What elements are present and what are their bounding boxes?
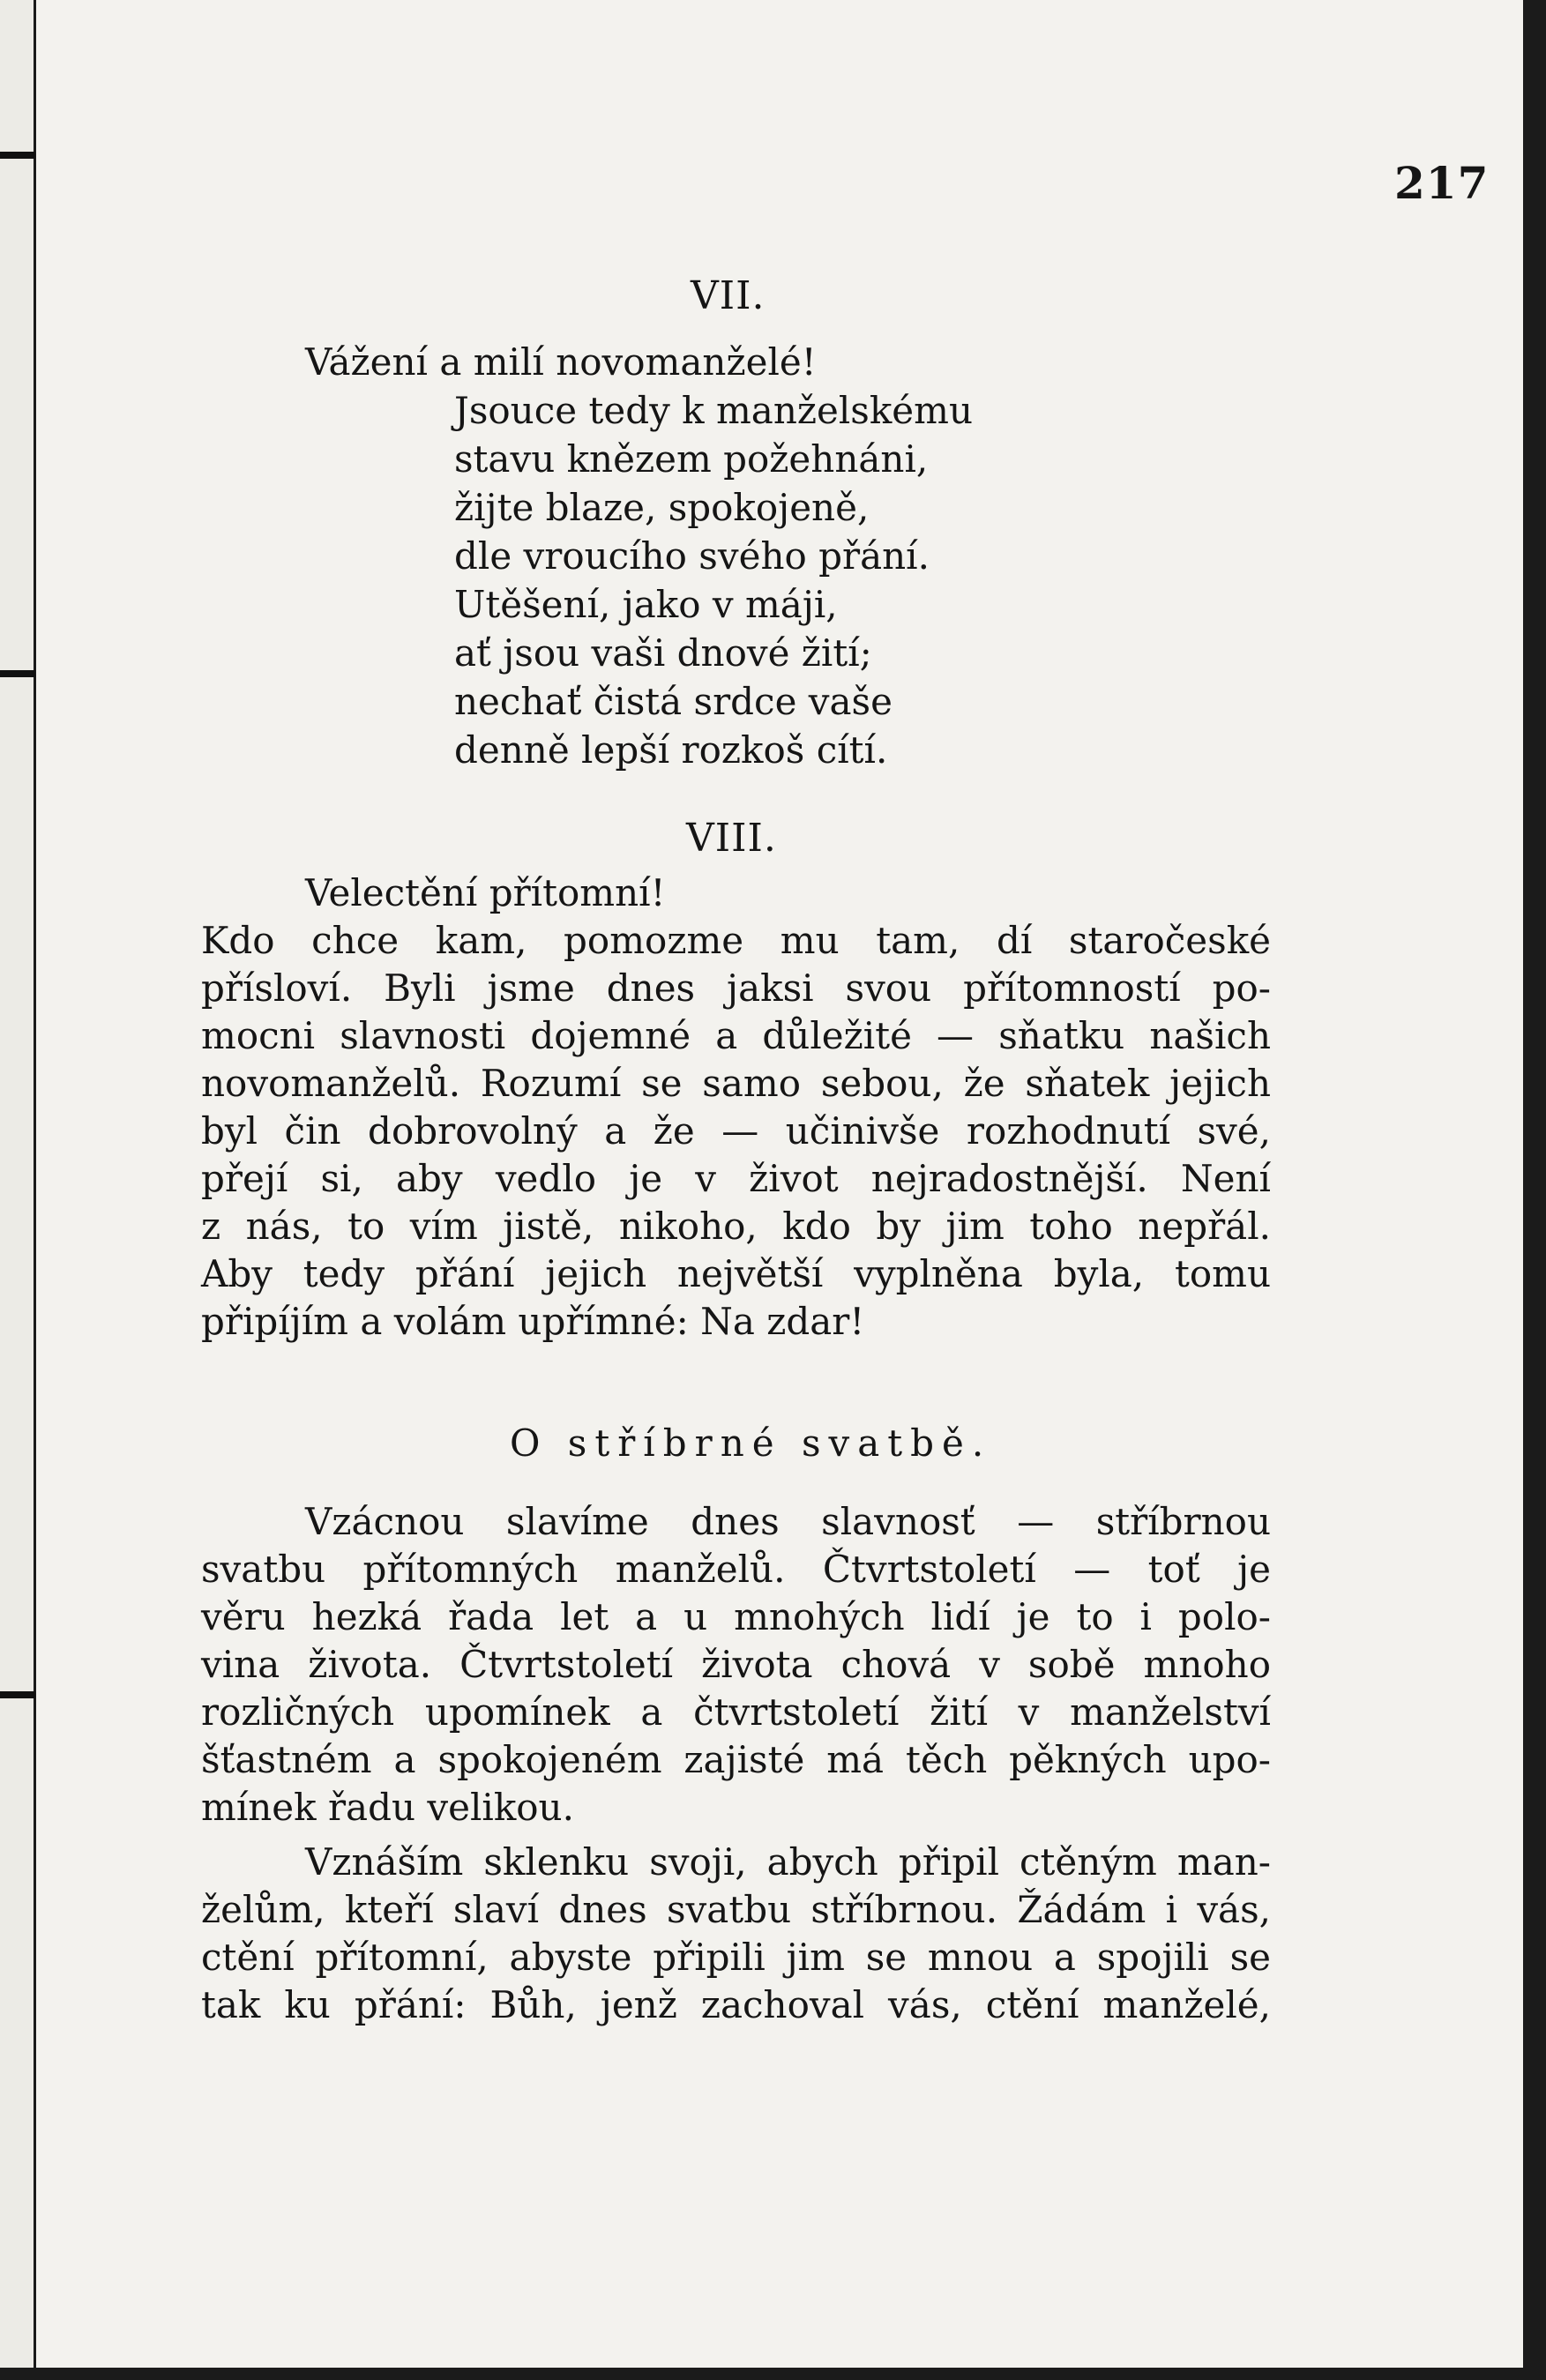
salutation-vii: Vážení a milí novomanželé!	[305, 340, 817, 384]
body-line: věru hezká řada let a u mnohých lidí je to i polo-	[201, 1595, 1271, 1638]
body-line: z nás, to vím jistě, nikoho, kdo by jim toho nepřál.	[201, 1205, 1271, 1248]
body-line: svatbu přítomných manželů. Čtvrtstoletí — toť je	[201, 1548, 1271, 1591]
section-heading-viii: VIII.	[686, 816, 777, 861]
verse-line: Jsouce tedy k manželskému	[454, 389, 974, 432]
body-line: vina života. Čtvrtstoletí života chová v sobě mnoho	[201, 1643, 1271, 1686]
body-line: želům, kteří slaví dnes svatbu stříbrnou. Žádám i vás,	[201, 1888, 1271, 1931]
binding-mark	[0, 1691, 35, 1698]
binding-mark	[0, 152, 35, 159]
salutation-viii: Velectění přítomní!	[305, 871, 666, 914]
verse-line: žijte blaze, spokojeně,	[454, 486, 870, 529]
body-line: Vznáším sklenku svoji, abych připil ctěným man-	[305, 1840, 1271, 1884]
scan-right-edge	[1523, 0, 1546, 2380]
body-line: šťastném a spokojeném zajisté má těch pěkných upo-	[201, 1738, 1271, 1781]
body-line: mínek řadu velikou.	[201, 1786, 574, 1829]
verse-line: stavu knězem požehnáni,	[454, 437, 929, 481]
body-line: Vzácnou slavíme dnes slavnosť — stříbrnou	[305, 1500, 1271, 1543]
body-line: Aby tedy přání jejich největší vyplněna byla, tomu	[201, 1252, 1271, 1295]
body-line: Kdo chce kam, pomozme mu tam, dí staročeské	[201, 919, 1271, 962]
body-line: rozličných upomínek a čtvrtstoletí žití v manželství	[201, 1690, 1271, 1734]
body-line: přísloví. Byli jsme dnes jaksi svou přítomností po-	[201, 966, 1271, 1010]
section-heading-vii: VII.	[691, 273, 766, 318]
verse-line: nechať čistá srdce vaše	[454, 680, 892, 723]
body-line: tak ku přání: Bůh, jenž zachoval vás, ctění manželé,	[201, 1983, 1271, 2026]
body-line: ctění přítomní, abyste připili jim se mnou a spojili se	[201, 1936, 1271, 1979]
scan-bottom-edge	[0, 2368, 1546, 2380]
body-line: připíjím a volám upřímné: Na zdar!	[201, 1300, 865, 1343]
body-line: novomanželů. Rozumí se samo sebou, že sňatek jejich	[201, 1062, 1271, 1105]
body-line: byl čin dobrovolný a že — učinivše rozhodnutí své,	[201, 1109, 1271, 1153]
verse-line: ať jsou vaši dnové žití;	[454, 631, 872, 675]
section-heading-silver-wedding: O stříbrné svatbě.	[510, 1421, 992, 1465]
body-line: přejí si, aby vedlo je v život nejradostnější. Není	[201, 1157, 1271, 1200]
verse-line: Utěšení, jako v máji,	[454, 583, 838, 626]
binding-edge	[0, 0, 36, 2380]
body-line: mocni slavnosti dojemné a důležité — sňatku našich	[201, 1014, 1271, 1057]
page-number: 217	[1394, 157, 1490, 209]
binding-mark	[0, 670, 35, 677]
verse-line: dle vroucího svého přání.	[454, 534, 930, 578]
verse-line: denně lepší rozkoš cítí.	[454, 728, 888, 772]
